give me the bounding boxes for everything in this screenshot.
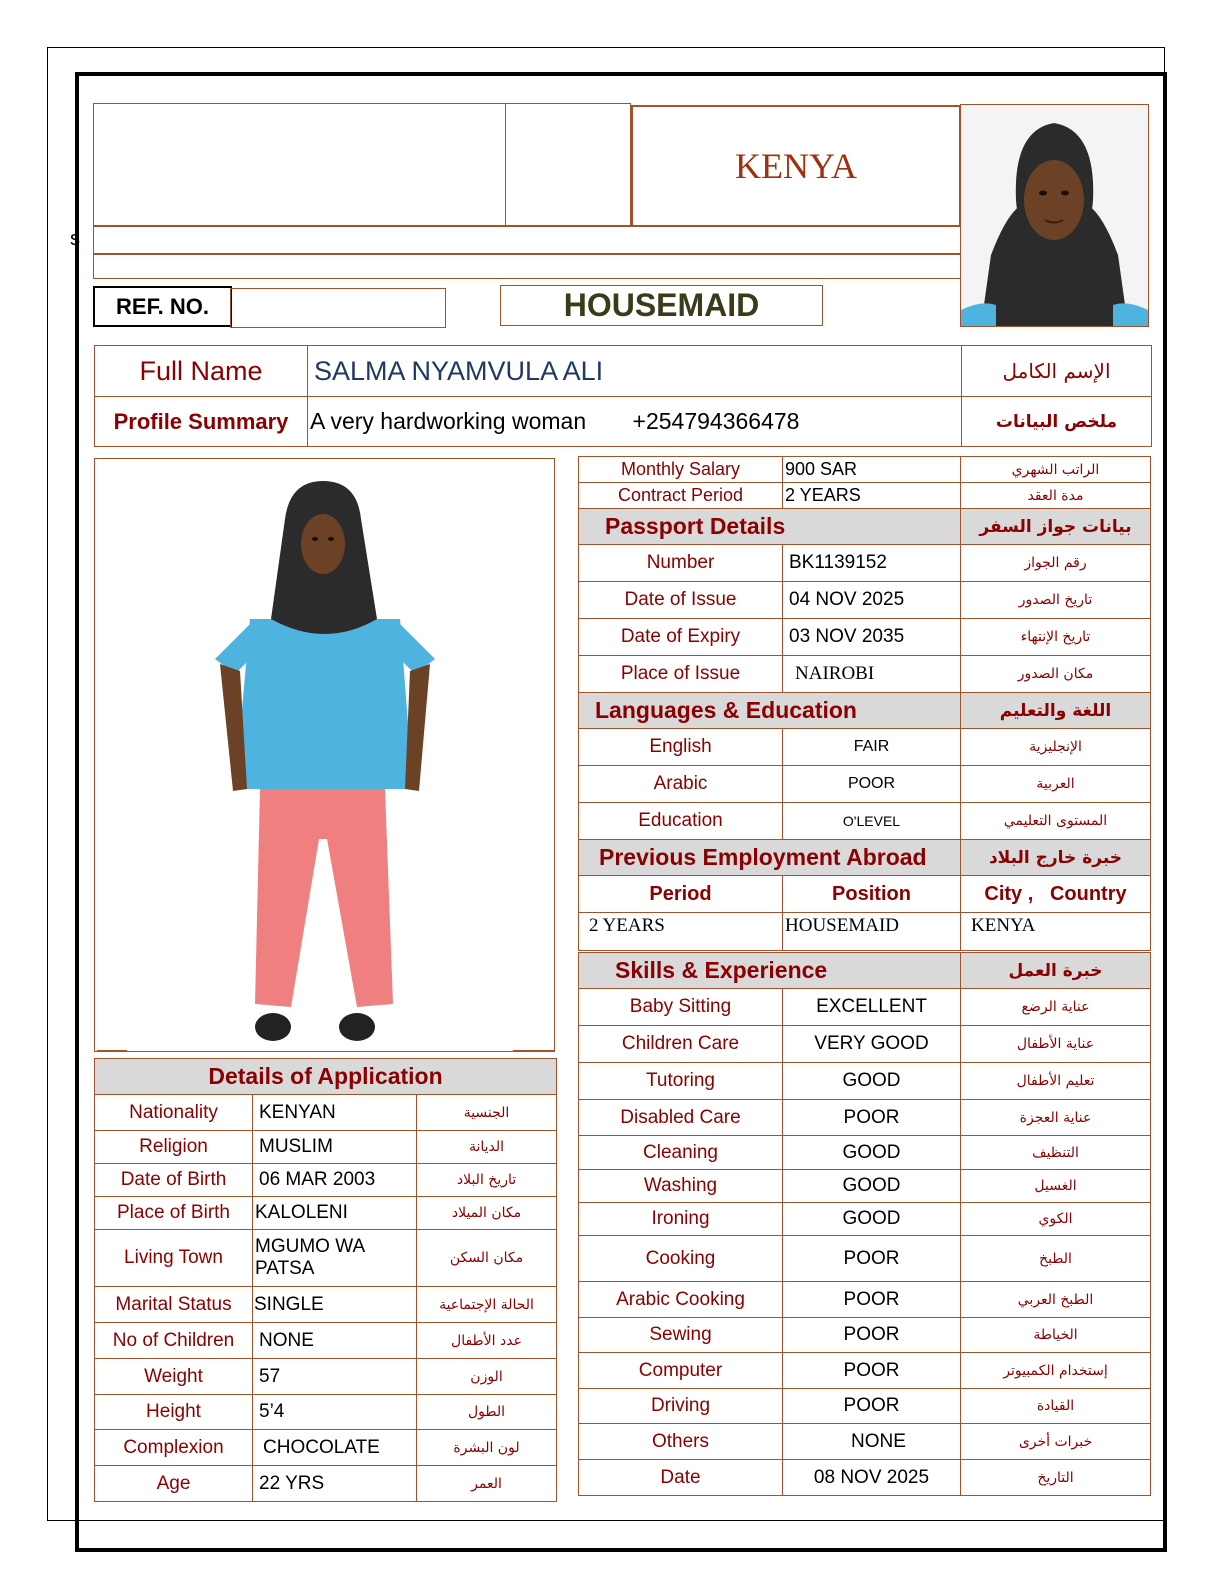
app-value: 57 [253,1359,417,1395]
skill-label: Others [579,1424,783,1460]
employment-columns-row [579,876,1151,913]
skills-title-arabic: خبرة العمل [961,953,1151,989]
full-body-photo [94,458,555,1052]
employment-row [579,913,1151,951]
profile-summary-row [95,397,1152,447]
contract-value: 900 SAR [783,457,961,483]
employment-col-country: City , Country [961,876,1151,913]
language-arabic: العربية [961,766,1151,803]
application-row [95,1287,557,1323]
profile-table [94,345,1152,447]
application-row [95,1466,557,1502]
header-strip-2 [93,254,961,279]
skill-value: POOR [783,1353,961,1389]
passport-label: Place of Issue [579,656,783,693]
skill-value: 08 NOV 2025 [783,1460,961,1496]
language-label: English [579,729,783,766]
application-row [95,1164,557,1197]
application-rows [95,1095,557,1502]
employment-title-arabic: خبرة خارج البلاد [961,840,1151,876]
country-label: KENYA [735,146,857,186]
passport-arabic: تاريخ الإنتهاء [961,619,1151,656]
portrait-photo [960,104,1149,327]
app-label: No of Children [95,1323,253,1359]
skill-arabic: عناية العجزة [961,1100,1151,1136]
app-value: 06 MAR 2003 [253,1164,417,1197]
passport-arabic: تاريخ الصدور [961,582,1151,619]
skill-value: GOOD [783,1063,961,1100]
app-label: Living Town [95,1230,253,1287]
portrait-illustration [961,105,1148,326]
contract-row [579,483,1151,509]
ref-no-value-box [230,288,446,328]
app-value: KALOLENI [253,1197,417,1230]
passport-label: Number [579,545,783,582]
passport-header-row [579,509,1151,545]
skill-row [579,1100,1151,1136]
ref-no-label: REF. NO. [116,293,209,319]
photo-underline-right [513,1050,555,1051]
employment-header-row [579,840,1151,876]
employment-period: 2 YEARS [579,913,783,951]
skill-label: Cooking [579,1236,783,1282]
skill-row [579,1203,1151,1236]
language-row [579,803,1151,840]
languages-header-row [579,693,1151,729]
header-strip-1 [93,226,961,254]
contract-arabic: مدة العقد [961,483,1151,509]
passport-label: Date of Expiry [579,619,783,656]
skill-arabic: إستخدام الكمبيوتر [961,1353,1151,1389]
app-arabic: الحالة الإجتماعية [417,1287,557,1323]
application-row [95,1395,557,1430]
country-box [631,105,961,227]
application-row [95,1197,557,1230]
passport-row [579,545,1151,582]
app-arabic: الوزن [417,1359,557,1395]
skill-value: POOR [783,1389,961,1424]
language-value: FAIR [783,729,961,766]
skill-label: Arabic Cooking [579,1282,783,1318]
header-logo-box [93,103,506,226]
skill-row [579,1318,1151,1353]
skill-row [579,1063,1151,1100]
app-value: 5’4 [253,1395,417,1430]
skill-label: Date [579,1460,783,1496]
job-title-box [500,285,823,326]
passport-title: Passport Details [579,509,961,545]
skill-label: Tutoring [579,1063,783,1100]
skill-arabic: التنظيف [961,1136,1151,1170]
app-value: SINGLE [253,1287,417,1323]
profile-summary-value [308,397,962,447]
passport-value: NAIROBI [783,656,961,693]
passport-value: BK1139152 [783,545,961,582]
application-header-row [95,1059,557,1095]
skill-label: Children Care [579,1026,783,1063]
contract-value: 2 YEARS [783,483,961,509]
language-row [579,729,1151,766]
app-label: Marital Status [95,1287,253,1323]
app-label: Age [95,1466,253,1502]
skill-arabic: التاريخ [961,1460,1151,1496]
skill-row [579,1026,1151,1063]
skill-arabic: عناية الأطفال [961,1026,1151,1063]
passport-arabic: مكان الصدور [961,656,1151,693]
profile-summary-arabic: ملخص البيانات [962,397,1152,447]
skill-value: POOR [783,1282,961,1318]
app-arabic: الطول [417,1395,557,1430]
skill-arabic: القيادة [961,1389,1151,1424]
app-label: Religion [95,1131,253,1164]
passport-row [579,619,1151,656]
app-arabic: الجنسية [417,1095,557,1131]
right-details-table [578,456,1151,1496]
skill-arabic: خبرات أخرى [961,1424,1151,1460]
skill-row [579,1236,1151,1282]
skill-row [579,1424,1151,1460]
app-value: CHOCOLATE [253,1430,417,1466]
full-name-label: Full Name [95,346,308,397]
skill-label: Disabled Care [579,1100,783,1136]
skill-row [579,1353,1151,1389]
skills-header-row [579,953,1151,989]
app-arabic: مكان الميلاد [417,1197,557,1230]
app-arabic: الديانة [417,1131,557,1164]
contract-label: Monthly Salary [579,457,783,483]
skill-value: GOOD [783,1170,961,1203]
full-name-arabic: الإسم الكامل [962,346,1152,397]
skill-arabic: الطبخ العربي [961,1282,1151,1318]
language-value: POOR [783,766,961,803]
app-label: Complexion [95,1430,253,1466]
app-label: Nationality [95,1095,253,1131]
skill-value: GOOD [783,1136,961,1170]
profile-summary-label: Profile Summary [95,397,308,447]
language-arabic: المستوى التعليمي [961,803,1151,840]
skill-arabic: الغسيل [961,1170,1151,1203]
contract-row [579,457,1151,483]
employment-position: HOUSEMAID [783,913,961,951]
employment-col-position: Position [783,876,961,913]
skill-value: POOR [783,1318,961,1353]
skill-value: GOOD [783,1203,961,1236]
passport-row [579,656,1151,693]
app-value: MGUMO WA PATSA [253,1230,417,1287]
app-value: 22 YRS [253,1466,417,1502]
language-label: Arabic [579,766,783,803]
ref-no-label-box [93,286,232,327]
skill-label: Computer [579,1353,783,1389]
application-table [94,1058,557,1502]
skill-row [579,1282,1151,1318]
header-middle-box [505,103,631,226]
stray-mark: s [70,228,80,250]
skill-label: Cleaning [579,1136,783,1170]
application-row [95,1323,557,1359]
skill-label: Ironing [579,1203,783,1236]
language-row [579,766,1151,803]
skill-arabic: عناية الرضع [961,989,1151,1026]
skill-arabic: الكوي [961,1203,1151,1236]
passport-value: 03 NOV 2035 [783,619,961,656]
skill-row [579,1170,1151,1203]
skill-label: Washing [579,1170,783,1203]
passport-arabic: رقم الجواز [961,545,1151,582]
app-label: Height [95,1395,253,1430]
passport-label: Date of Issue [579,582,783,619]
app-label: Place of Birth [95,1197,253,1230]
app-arabic: عدد الأطفال [417,1323,557,1359]
app-arabic: مكان السكن [417,1230,557,1287]
application-title: Details of Application [95,1059,557,1095]
app-value: KENYAN [253,1095,417,1131]
app-value: MUSLIM [253,1131,417,1164]
skill-value: POOR [783,1100,961,1136]
languages-title-arabic: اللغة والتعليم [961,693,1151,729]
skill-label: Baby Sitting [579,989,783,1026]
passport-row [579,582,1151,619]
application-row [95,1359,557,1395]
application-row [95,1095,557,1131]
app-arabic: لون البشرة [417,1430,557,1466]
skill-arabic: الخياطة [961,1318,1151,1353]
skill-arabic: الطبخ [961,1236,1151,1282]
app-label: Date of Birth [95,1164,253,1197]
application-row [95,1430,557,1466]
employment-col-period: Period [579,876,783,913]
skill-label: Driving [579,1389,783,1424]
app-value: NONE [253,1323,417,1359]
language-arabic: الإنجليزية [961,729,1151,766]
passport-title-arabic: بيانات جواز السفر [961,509,1151,545]
skill-row [579,1460,1151,1496]
full-name-row [95,346,1152,397]
employment-title: Previous Employment Abroad [579,840,961,876]
employment-country: KENYA [961,913,1151,951]
photo-underline-left [97,1050,127,1051]
skill-row [579,1389,1151,1424]
full-body-illustration [95,459,554,1051]
skill-value: NONE [783,1424,961,1460]
contract-arabic: الراتب الشهري [961,457,1151,483]
language-label: Education [579,803,783,840]
skill-label: Sewing [579,1318,783,1353]
app-arabic: تاريخ البلاد [417,1164,557,1197]
app-arabic: العمر [417,1466,557,1502]
skill-value: VERY GOOD [783,1026,961,1063]
skill-row [579,1136,1151,1170]
app-label: Weight [95,1359,253,1395]
profile-summary-text: A very hardworking woman [310,408,587,434]
contract-label: Contract Period [579,483,783,509]
job-title: HOUSEMAID [563,287,760,323]
language-value: O'LEVEL [783,803,961,840]
skill-value: POOR [783,1236,961,1282]
skill-arabic: تعليم الأطفال [961,1063,1151,1100]
application-row [95,1230,557,1287]
skill-value: EXCELLENT [783,989,961,1026]
languages-title: Languages & Education [579,693,961,729]
profile-phone: +254794366478 [632,408,800,434]
skill-row [579,989,1151,1026]
application-row [95,1131,557,1164]
passport-value: 04 NOV 2025 [783,582,961,619]
full-name-value: SALMA NYAMVULA ALI [308,346,962,397]
skills-title: Skills & Experience [579,953,961,989]
